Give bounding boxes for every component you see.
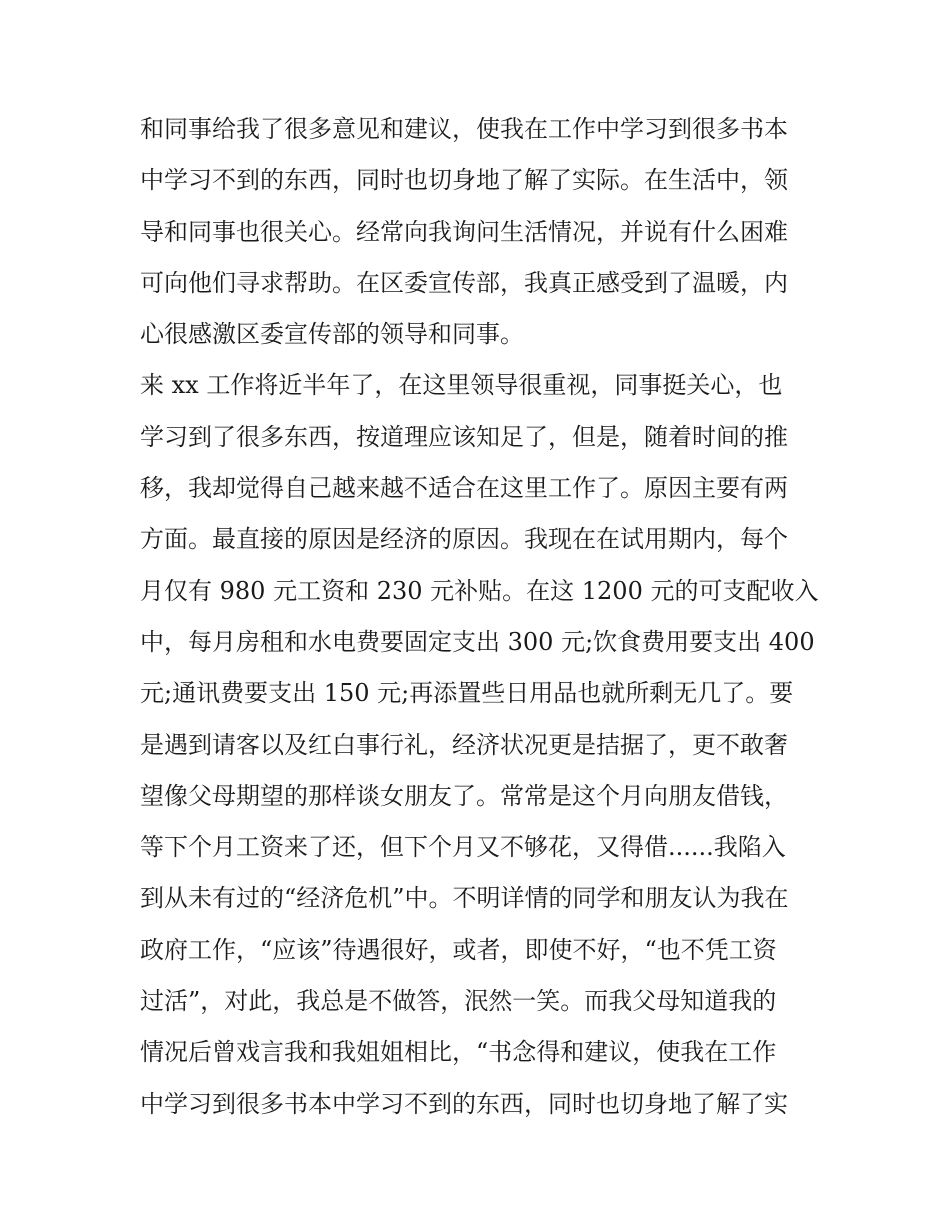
text-line: 是遇到请客以及红白事行礼，经济状况更是拮据了，更不敢奢 xyxy=(140,730,788,759)
text-line: 到从未有过的“经济危机”中。不明详情的同学和朋友认为我在 xyxy=(140,884,789,913)
text-line: 方面。最直接的原因是经济的原因。我现在在试用期内，每个 xyxy=(140,525,788,554)
text-line: 政府工作，“应该”待遇很好，或者，即使不好，“也不凭工资 xyxy=(140,935,777,964)
text-line: 中学习不到的东西，同时也切身地了解了实际。在生活中，领 xyxy=(140,166,788,195)
text-line: 情况后曾戏言我和我姐姐相比，“书念得和建议，使我在工作 xyxy=(140,1038,777,1067)
text-line: 中，每月房租和水电费要固定支出 300 元;饮食费用要支出 400 xyxy=(140,627,815,656)
text-line: 移，我却觉得自己越来越不适合在这里工作了。原因主要有两 xyxy=(140,474,788,503)
text-line: 和同事给我了很多意见和建议，使我在工作中学习到很多书本 xyxy=(140,115,788,143)
text-line: 中学习到很多书本中学习不到的东西，同时也切身地了解了实 xyxy=(140,1089,788,1118)
text-line: 元;通讯费要支出 150 元;再添置些日用品也就所剩无几了。要 xyxy=(140,679,794,708)
text-line: 等下个月工资来了还，但下个月又不够花，又得借......我陷入 xyxy=(140,833,786,862)
text-line: 来 xx 工作将近半年了，在这里领导很重视，同事挺关心，也 xyxy=(140,371,783,400)
text-line: 月仅有 980 元工资和 230 元补贴。在这 1200 元的可支配收入 xyxy=(140,576,819,605)
text-line: 望像父母期望的那样谈女朋友了。常常是这个月向朋友借钱， xyxy=(140,781,788,810)
text-line: 过活”，对此，我总是不做答，泯然一笑。而我父母知道我的 xyxy=(140,987,777,1016)
text-line: 学习到了很多东西，按道理应该知足了，但是，随着时间的推 xyxy=(140,422,788,451)
text-line: 导和同事也很关心。经常向我询问生活情况，并说有什么困难 xyxy=(140,217,788,246)
text-line: 可向他们寻求帮助。在区委宣传部，我真正感受到了温暖，内 xyxy=(140,268,788,297)
body-text xyxy=(140,104,820,1130)
text-line: 心很感激区委宣传部的领导和同事。 xyxy=(140,320,524,349)
